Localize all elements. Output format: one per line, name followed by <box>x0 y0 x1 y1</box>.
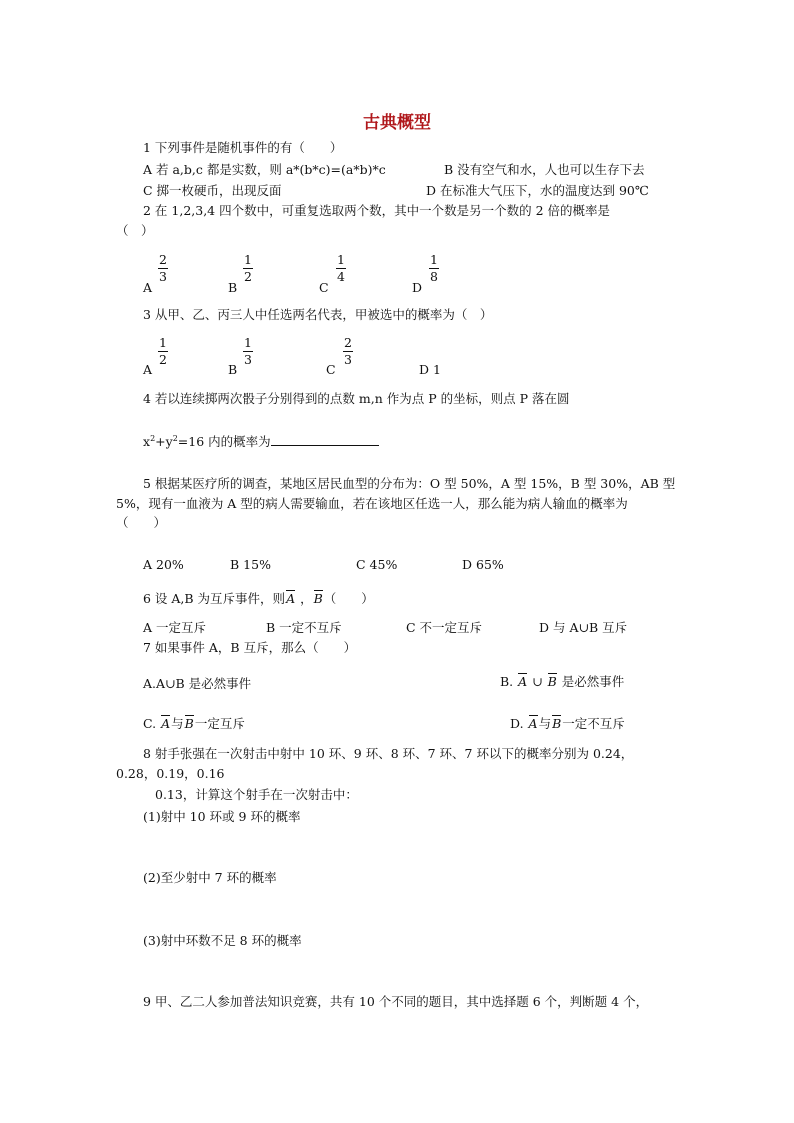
q2-option-c-fraction <box>334 253 348 284</box>
fraction-denominator: 3 <box>244 352 252 367</box>
q7-option-b-text: 是必然事件 <box>561 674 625 689</box>
q3-option-b-fraction <box>241 336 255 367</box>
q5-option-a: A 20% <box>143 557 184 572</box>
answer-blank <box>271 434 379 446</box>
q3-option-c-letter: C <box>326 362 336 377</box>
q2-option-d-letter: D <box>412 280 423 295</box>
q2-option-d-fraction <box>427 253 441 284</box>
fraction-numerator: 2 <box>159 252 167 267</box>
q3-option-a-letter: A <box>143 362 153 377</box>
q3-option-d: D 1 <box>419 362 441 377</box>
q7-stem: 7 如果事件 A，B 互斥，那么（ ） <box>143 640 357 655</box>
q2-option-c-letter: C <box>319 280 329 295</box>
q4-line2: $x^2+y^2=16$ 内的概率为 <box>143 431 379 450</box>
fraction-numerator: 1 <box>244 335 252 350</box>
q5-line2: 5%，现有一血液为 A 型的病人需要输血，若在该地区任选一人，那么能为病人输血的概率为 <box>116 496 628 511</box>
q2-option-b-letter: B <box>228 280 238 295</box>
q6-option-b: B 一定不互斥 <box>266 620 342 635</box>
fraction-numerator: 1 <box>159 335 167 350</box>
q8-part2: (2)至少射中 7 环的概率 <box>143 870 277 885</box>
complement-b: B <box>547 674 557 689</box>
q4-stem: 4 若以连续掷两次骰子分别得到的点数 m,n 作为点 P 的坐标，则点 P 落在圆 <box>143 391 570 406</box>
q3-option-c-fraction <box>341 336 355 367</box>
q7-option-a: A.A∪B 是必然事件 <box>143 676 252 691</box>
q6-option-d: D 与 A∪B 互斥 <box>539 620 628 635</box>
q6-option-c: C 不一定互斥 <box>406 620 483 635</box>
q6-stem-post: （ ） <box>323 591 374 606</box>
q9-line1: 9 甲、乙二人参加普法知识竞赛，共有 10 个不同的题目，其中选择题 6 个，判断题 4 个， <box>143 994 649 1009</box>
q2-option-a-fraction <box>156 253 170 284</box>
q6-stem: 6 设 A,B 为互斥事件，则A ，B（ ） <box>143 591 374 606</box>
q8-line3: 0.13，计算这个射手在一次射击中： <box>155 787 358 802</box>
q6-option-a: A 一定互斥 <box>143 620 207 635</box>
q8-line2: 0.28，0.19，0.16 <box>116 766 225 781</box>
complement-a: A <box>518 674 528 689</box>
q2-stem: 2 在 1,2,3,4 四个数中，可重复选取两个数，其中一个数是另一个数的 2 倍的概率是 <box>143 203 611 218</box>
fraction-denominator: 3 <box>159 269 167 284</box>
q7-option-c-text: 一定互斥 <box>194 716 245 731</box>
fraction-denominator: 2 <box>159 352 167 367</box>
q1-stem: 1 下列事件是随机事件的有（ ） <box>143 140 343 155</box>
fraction-denominator: 4 <box>337 269 345 284</box>
q5-option-b: B 15% <box>230 557 271 572</box>
q8-line1: 8 射手张强在一次射击中射中 10 环、9 环、8 环、7 环、7 环以下的概率分别为 0.24， <box>143 746 634 761</box>
q7-option-d-text: 一定不互斥 <box>562 716 625 731</box>
q2-option-a-letter: A <box>143 280 153 295</box>
complement-b: B <box>313 591 323 606</box>
q7-option-d: D. A与B一定不互斥 <box>510 716 625 731</box>
complement-a: A <box>528 716 538 731</box>
q7-option-c: C. A与B一定互斥 <box>143 716 245 731</box>
fraction-denominator: 8 <box>430 269 438 284</box>
fraction-numerator: 2 <box>344 335 352 350</box>
q6-stem-pre: 6 设 A,B 为互斥事件，则 <box>143 591 286 606</box>
fraction-numerator: 1 <box>337 252 345 267</box>
complement-b: B <box>552 716 562 731</box>
q5-line1: 5 根据某医疗所的调查，某地区居民血型的分布为：O 型 50%，A 型 15%，B 型 30%，AB 型 <box>143 476 676 491</box>
q4-line2-text: 内的概率为 <box>208 434 271 450</box>
q2-option-b-fraction <box>241 253 255 284</box>
q5-option-c: C 45% <box>356 557 398 572</box>
q5-paren: （ ） <box>116 515 167 530</box>
page-title: 古典概型 <box>363 113 431 133</box>
q2-paren: （ ） <box>116 223 154 238</box>
q7-option-b: B. A ∪ B 是必然事件 <box>500 674 625 689</box>
q5-option-d: D 65% <box>462 557 504 572</box>
fraction-numerator: 1 <box>430 252 438 267</box>
q3-stem: 3 从甲、乙、丙三人中任选两名代表，甲被选中的概率为（ ） <box>143 307 493 322</box>
q1-option-b: B 没有空气和水，人也可以生存下去 <box>444 162 645 177</box>
q1-option-d: D 在标准大气压下，水的温度达到 90℃ <box>426 183 649 198</box>
complement-b: B <box>184 716 194 731</box>
q1-option-a: A 若 a,b,c 都是实数，则 a*(b*c)=(a*b)*c <box>143 162 386 177</box>
q3-option-b-letter: B <box>228 362 238 377</box>
q1-option-c: C 掷一枚硬币，出现反面 <box>143 183 282 198</box>
fraction-denominator: 2 <box>244 269 252 284</box>
complement-a: A <box>161 716 171 731</box>
fraction-denominator: 3 <box>344 352 352 367</box>
fraction-numerator: 1 <box>244 252 252 267</box>
q8-part3: (3)射中环数不足 8 环的概率 <box>143 933 302 948</box>
q8-part1: (1)射中 10 环或 9 环的概率 <box>143 809 301 824</box>
complement-a: A <box>286 591 296 606</box>
q3-option-a-fraction <box>156 336 170 367</box>
